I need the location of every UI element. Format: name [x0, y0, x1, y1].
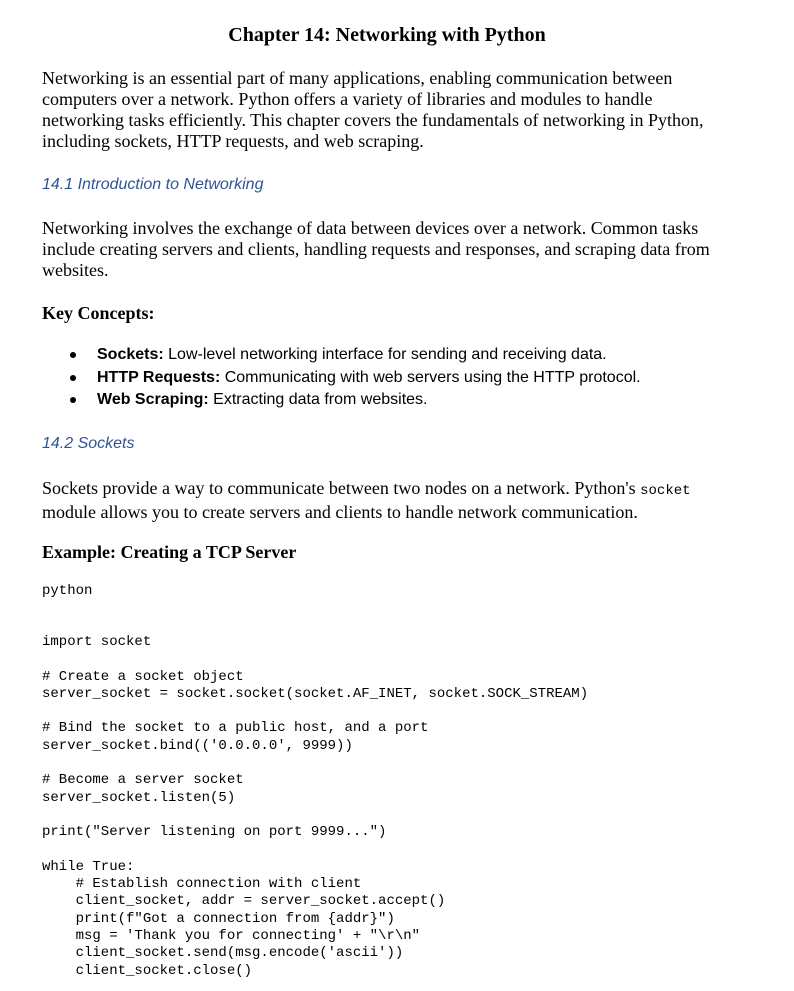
code-block: import socket # Create a socket object server_socket = socket.socket(socket.AF_INET, socket.SOCK_STREAM) # Bind the socket to a public host, and a port server_socket.bind(('0.0.0.0', 9999)) # Become a server socket server_socket.listen(5) print("Server listening on port 9999...") while True: # Establish connection with client client_socket, addr = server_socket.accept() print(f"Got a connection from {addr}") msg = 'Thank you for connecting' + "\r\n" client_socket.send(msg.encode('ascii')) client_socket.close()	[42, 634, 589, 979]
list-item	[42, 389, 641, 412]
paragraph-text: module allows you to create servers and clients to handle network communication.	[42, 502, 638, 522]
intro-paragraph: Networking is an essential part of many applications, enabling communication between computers over a network. Python offers a variety of libraries and modules to handle networking tasks efficiently. This chapter covers the fundamentals of networking in Python, including sockets, HTTP requests, and web scraping.	[42, 68, 704, 151]
concept-description: Low-level networking interface for sending and receiving data.	[163, 346, 607, 363]
section-heading-14-1: 14.1 Introduction to Networking	[42, 176, 264, 193]
concept-term: HTTP Requests:	[97, 368, 221, 386]
inline-code: socket	[640, 483, 691, 499]
example-heading: Example: Creating a TCP Server	[42, 542, 297, 562]
chapter-title: Chapter 14: Networking with Python	[228, 24, 546, 46]
concept-description: Communicating with web servers using the HTTP protocol.	[220, 368, 641, 386]
bullet-icon	[70, 397, 76, 403]
bullet-icon	[70, 375, 76, 381]
section-14-2-paragraph	[42, 478, 732, 523]
code-language-label: python	[42, 583, 93, 599]
concept-description: Extracting data from websites.	[208, 391, 428, 408]
list-item	[42, 344, 641, 367]
paragraph-text: Sockets provide a way to communicate between two nodes on a network. Python's	[42, 478, 641, 498]
section-14-1-paragraph: Networking involves the exchange of data between devices over a network. Common tasks include creating servers and clients, handling requests and responses, and scraping data from websites.	[42, 218, 710, 280]
key-concepts-heading: Key Concepts:	[42, 303, 155, 323]
concept-term: Web Scraping:	[97, 391, 209, 408]
bullet-icon	[70, 352, 76, 358]
section-heading-14-2: 14.2 Sockets	[42, 435, 135, 452]
list-item	[42, 367, 641, 390]
key-concepts-list	[42, 344, 641, 412]
concept-term: Sockets:	[97, 346, 164, 363]
